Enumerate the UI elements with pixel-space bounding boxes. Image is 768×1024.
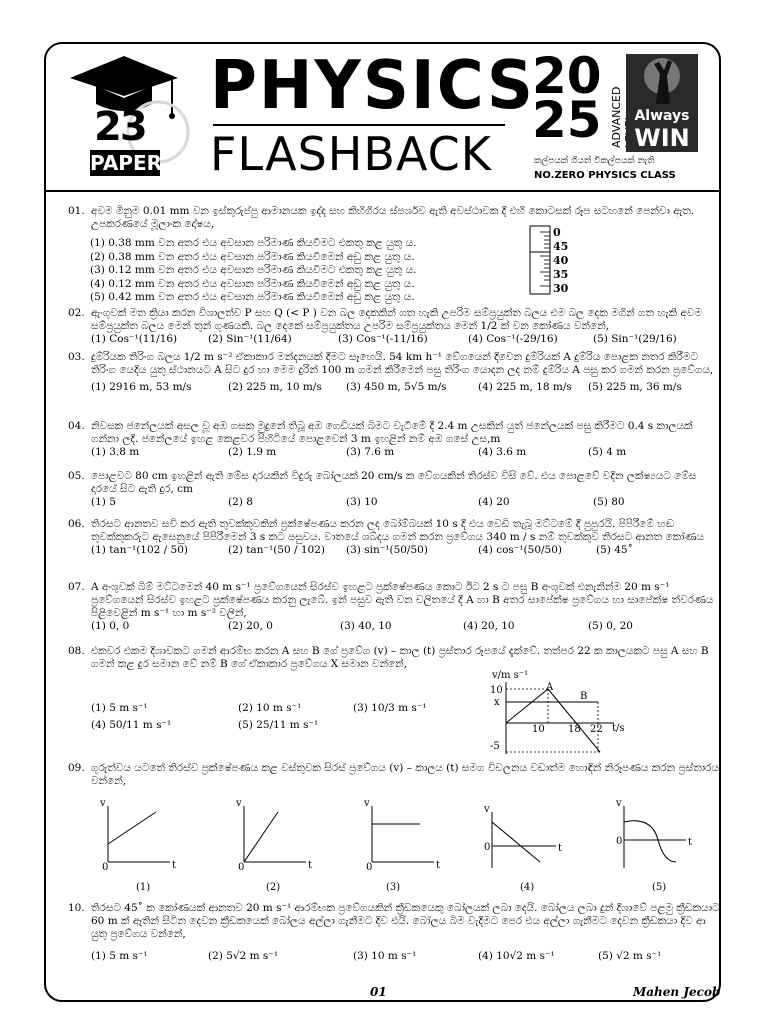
micrometer-scale-diagram bbox=[528, 222, 578, 298]
scale-label: 40 bbox=[553, 254, 569, 267]
option: (4) 10√2 m s⁻¹ bbox=[478, 950, 555, 962]
option: (2) 225 m, 10 m/s bbox=[228, 381, 322, 393]
y-tick-10: 10 bbox=[490, 685, 503, 696]
question-5 bbox=[68, 470, 720, 509]
question-number: 06. bbox=[68, 518, 85, 530]
question-4 bbox=[68, 420, 720, 459]
option: (1) Cos⁻¹(11/16) bbox=[91, 333, 178, 345]
svg-text:t: t bbox=[558, 843, 563, 854]
option: (2) Sin⁻¹(11/64) bbox=[208, 333, 292, 345]
question-number: 05. bbox=[68, 470, 85, 482]
question-text: පොළවට 80 cm ඉහළින් ඇති මේස දාරයකින් විදුරු බෝලයක් 20 cm/s ක වේගයකින් තිරස්ව විසි වේ. එය පොළවේ වදින ලක්ෂ්‍යයට මේස දාරයේ සිට ඇති දුර, cm bbox=[91, 470, 697, 495]
question-text: A අංශුවක් බිම් මට්ටමෙන් 40 m s⁻¹ ප්‍රවේගයෙන් සිරස්ව ඉහළට ප්‍රක්ෂේපණය කොට ඊට 2 s ට පසු B අංශුවක් එනැනින්ම 20 m s⁻¹ ප්‍රවේගයෙන් සිරස්ව ඉහළට ප්‍රක්ෂේපණය කරනු ලැබේ. ඉන් පසුව ඇති වන චලිතයේ දී A හා B අතර සාපේක්ෂ ප්‍රවේගය හා සාපේක්ෂ ත්වරණය පිළිවෙළින් m s⁻¹ හා m s⁻² වලින්, bbox=[91, 581, 714, 619]
svg-text:0: 0 bbox=[616, 836, 623, 847]
option: (3) Cos⁻¹(-11/16) bbox=[338, 333, 428, 345]
option: (5) 0, 20 bbox=[588, 620, 633, 632]
question-text: නිවසක ජනේලයක් අසල වූ අඹ ගසක මුදුනේ තිබූ අඹ ගෙඩියක් බිමට වැටීමේ දී 2.4 m උසකින් යුත් ජනේලයක් පසු කිරීමට 0.4 s කාලයක් ගන්නා ලදි. ජනේලයේ ඉහළ කෙළවර පිහිටියේ පොළවෙන් 3 m ඉහළින් නම් අඹ ගසේ උස,m bbox=[91, 420, 693, 445]
year-bottom: 25 bbox=[532, 91, 602, 149]
option: (4) 20, 10 bbox=[463, 620, 515, 632]
option: (2) 8 bbox=[228, 496, 253, 508]
option: (1) 5 bbox=[91, 496, 116, 508]
axis-label-v: v/m s⁻¹ bbox=[492, 670, 529, 681]
trophy-figure-icon bbox=[626, 54, 698, 108]
option: (4) 225 m, 18 m/s bbox=[478, 381, 572, 393]
scale-label: 0 bbox=[553, 226, 561, 239]
option: (1) 3.8 m bbox=[91, 446, 140, 458]
x-tick-10: 10 bbox=[532, 724, 545, 735]
option: (4) 20 bbox=[478, 496, 510, 508]
title-physics: PHYSICS bbox=[210, 47, 535, 125]
year-top: 20 bbox=[532, 47, 602, 105]
svg-text:t: t bbox=[308, 860, 313, 871]
question-text: ගුරුත්වය යටතේ තිරස්ව ප්‍රක්ෂේපණය කළ වස්තුවක සිරස් ප්‍රවේගය (v) – කාලය (t) සමග විචලනය වඩාත්ම හොඳින් නිරූපණය කරන ප්‍රස්තාරය වන්නේ, bbox=[91, 762, 720, 787]
advanced-level-label: ADVANCED bbox=[610, 86, 623, 148]
question-number: 09. bbox=[68, 762, 85, 774]
x-tick-22: 22 bbox=[590, 724, 603, 735]
paper-number: 23 bbox=[94, 104, 146, 150]
option: (3) 40, 10 bbox=[340, 620, 392, 632]
svg-text:v: v bbox=[100, 798, 106, 809]
scale-label: 45 bbox=[553, 240, 569, 253]
y-tick-x: x bbox=[494, 697, 500, 708]
tagline: කල්පයක් ගියත් විකල්පයක් නැති bbox=[534, 156, 655, 166]
graph-option-5 bbox=[615, 798, 692, 893]
svg-text:(5): (5) bbox=[652, 882, 667, 893]
option: (2) tan⁻¹(50 / 102) bbox=[228, 544, 326, 556]
always-win-badge bbox=[626, 54, 698, 152]
option: (5) 225 m, 36 m/s bbox=[588, 381, 682, 393]
graph-option-1 bbox=[99, 798, 176, 893]
win-text: WIN bbox=[634, 124, 690, 152]
svg-text:0: 0 bbox=[484, 842, 491, 853]
y-tick-neg5: -5 bbox=[490, 741, 500, 752]
option: (3) 0.12 mm වන අතර එය අවසාන පරිමාණ කියවීමට එකතු කළ යුතු ය. bbox=[90, 264, 417, 276]
page-number: 01 bbox=[370, 985, 387, 999]
option: (2) 10 m s⁻¹ bbox=[238, 702, 302, 714]
option: (1) 0, 0 bbox=[91, 620, 130, 632]
paper-label: PAPER bbox=[90, 151, 163, 175]
label-a: A bbox=[546, 682, 554, 693]
option: (1) 5 m s⁻¹ bbox=[91, 702, 148, 714]
question-number: 01. bbox=[68, 205, 85, 217]
option: (5) 0.42 mm වන අතර එය අවසාන පරිමාණ කියවීමෙන් අඩු කළ යුතු ය. bbox=[90, 291, 415, 303]
header-divider bbox=[46, 190, 719, 192]
option: (2) 5√2 m s⁻¹ bbox=[208, 950, 279, 962]
option: (4) cos⁻¹(50/50) bbox=[478, 544, 563, 556]
svg-text:t: t bbox=[172, 860, 177, 871]
option: (1) 2916 m, 53 m/s bbox=[91, 381, 192, 393]
svg-text:t: t bbox=[436, 860, 441, 871]
title-flashback: FLASHBACK bbox=[210, 127, 492, 181]
svg-text:(2): (2) bbox=[266, 882, 281, 893]
question-number: 03. bbox=[68, 351, 85, 363]
label-b: B bbox=[580, 691, 588, 702]
graph-option-3 bbox=[363, 798, 440, 893]
option: (5) Sin⁻¹(29/16) bbox=[593, 333, 677, 345]
question-text: එකවර එකම දිශාවකට ගමන් ආරම්භ කරන A සහ B ගේ ප්‍රවේග (v) – කාල (t) ප්‍රස්තාර රූපයේ දැක්වේ. තත්පර 22 ක කාලයකට පසු A සහ B ගමන් කළ දුර සමාන වේ නම් B ගේ ඒකාකාර ප්‍රවේගය X සමාන වන්නේ, bbox=[91, 645, 709, 670]
scale-label: 35 bbox=[553, 268, 569, 281]
year-badge bbox=[532, 47, 602, 149]
option: (5) 25/11 m s⁻¹ bbox=[238, 719, 319, 731]
option: (2) 20, 0 bbox=[228, 620, 273, 632]
question-10 bbox=[68, 902, 720, 963]
option: (1) 0.38 mm වන අතර එය අවසාන පරිමාණ කියවීමට එකතු කළ යුතු ය. bbox=[90, 237, 417, 249]
always-text: Always bbox=[634, 108, 690, 124]
option: (5) 80 bbox=[593, 496, 625, 508]
question-3 bbox=[68, 351, 720, 394]
option: (1) 5 m s⁻¹ bbox=[91, 950, 148, 962]
option: (3) sin⁻¹(50/50) bbox=[346, 544, 428, 556]
question-2 bbox=[68, 307, 720, 346]
svg-text:v: v bbox=[364, 798, 370, 809]
question-text: තිරසට 45˚ ක කෝණයක් ආනතව 20 m s⁻¹ ආරම්භක ප්‍රවේගයකින් ක්‍රීඩකයෙකු බෝලයක් ලබා දෙයි. බෝලය ලබා දුන් දිශාවේ පළමු ක්‍රීඩකයාට 60 m ක් ඈතින් සිටින දෙවන ක්‍රීඩකයෙක් බෝලය අල්ලා ගැනීමට දිව එයි. බෝලය බිම වැදීමට පෙර එය අල්ලා ගැනීමට දෙවන ක්‍රීඩකයා දිව ආ යුතු ප්‍රවේගය වන්නේ, bbox=[91, 902, 720, 940]
option: (3) 10/3 m s⁻¹ bbox=[353, 702, 427, 714]
option: (4) 50/11 m s⁻¹ bbox=[91, 719, 172, 731]
svg-text:v: v bbox=[616, 798, 622, 809]
option: (3) 10 m s⁻¹ bbox=[353, 950, 417, 962]
option: (5) 45˚ bbox=[596, 544, 633, 556]
option: (1) tan⁻¹(102 / 50) bbox=[91, 544, 189, 556]
axis-label-t: t/s bbox=[612, 723, 625, 734]
question-number: 04. bbox=[68, 420, 85, 432]
question-1 bbox=[68, 205, 720, 305]
option: (5) 4 m bbox=[588, 446, 627, 458]
svg-text:0: 0 bbox=[102, 862, 109, 873]
class-name: NO.ZERO PHYSICS CLASS bbox=[534, 170, 676, 181]
question-text: අවම මිනුම 0.01 mm වන ඉස්කුරුප්පු ආමානයක ඉද්ද සහ කිහිගිරය ස්පර්ශව ඇති අවස්ථාවක දී එහි කොටසක් රූප සටහනේ පෙන්වා ඇත. උපකරණයේ මූලාංක දෝෂය, bbox=[91, 205, 695, 230]
svg-text:(4): (4) bbox=[520, 882, 535, 893]
question-text: තිරසට ආනතව සවි කර ඇති තුවක්කුවකින් ප්‍රක්ෂේපණය කරන ලද බෝම්බයක් 10 s දී එය වෙඩි තැබූ මට්ටමේ දී පුපුරයි. පිපිරීමේ හඬ තුවක්කුකරුට ඇසෙනුයේ පිපිරීමෙන් 3 s කට පසුවය. වාතයේ ශබ්දය ගමන් කරන ප්‍රවේගය 340 m / s නම් තුවක්කුව තිරසට ආනත කෝණය bbox=[91, 518, 704, 543]
graph-option-4 bbox=[483, 804, 562, 893]
option: (4) Cos⁻¹(-29/16) bbox=[468, 333, 558, 345]
question-6 bbox=[68, 518, 720, 557]
x-tick-18: 18 bbox=[568, 724, 581, 735]
author-name: Mahen Jecob bbox=[633, 985, 721, 999]
graph-options-q9 bbox=[96, 796, 693, 896]
svg-text:t: t bbox=[688, 837, 693, 848]
option: (3) 450 m, 5√5 m/s bbox=[346, 381, 447, 393]
option: (3) 7.6 m bbox=[346, 446, 395, 458]
question-9 bbox=[68, 762, 720, 788]
question-7 bbox=[68, 581, 720, 633]
question-number: 08. bbox=[68, 645, 85, 657]
option: (2) 0.38 mm වන අතර එය අවසාන පරිමාණ කියවීමෙන් අඩු කළ යුතු ය. bbox=[90, 250, 415, 263]
option: (2) 1.9 m bbox=[228, 446, 277, 458]
svg-text:(1): (1) bbox=[136, 882, 151, 893]
option: (4) 3.6 m bbox=[478, 446, 527, 458]
option: (3) 10 bbox=[346, 496, 378, 508]
option: (5) √2 m s⁻¹ bbox=[598, 950, 662, 962]
option: (4) 0.12 mm වන අතර එය අවසාන පරිමාණ කියවීමෙන් අඩු කළ යුතු ය. bbox=[90, 277, 415, 290]
svg-text:0: 0 bbox=[366, 862, 373, 873]
svg-text:(3): (3) bbox=[386, 882, 401, 893]
scale-label: 30 bbox=[553, 282, 569, 295]
question-number: 10. bbox=[68, 902, 85, 914]
graph-option-2 bbox=[235, 798, 312, 893]
question-text: දුම්රියක තිරිංග බලය 1/2 m s⁻² ඒකාකාර මන්දනයක් දීමට සෑහෙයි. 54 km h⁻¹ වේගයෙන් දිවෙන දුම්රියක් A දුම්රිය පොළක නතර කිරීමට තිරිංග යෙදිය යුතු ස්ථානයට A සිට දුර හා මෙම දුරින් 100 m ගමන් කිරීමෙන් පසු තිරිංග යොදන ලද නම් දුම්රිය A පසු කර ගමන් කරන ප්‍රවේගය, bbox=[91, 351, 714, 376]
question-number: 07. bbox=[68, 581, 85, 593]
title-rule bbox=[213, 124, 505, 126]
svg-text:0: 0 bbox=[238, 862, 245, 873]
svg-text:v: v bbox=[484, 804, 490, 815]
velocity-time-graph bbox=[484, 668, 634, 756]
svg-text:v: v bbox=[236, 798, 242, 809]
question-number: 02. bbox=[68, 307, 85, 319]
question-text: ඇංගුවක් මත ක්‍රියා කරන විශාලත්ව P සහ Q (< P ) වන බල දෙකකින් ගත හැකි උපරිම සම්ප්‍රයුක්ත බලය එම බල දෙක මගින් ගත හැකි අවම සම්ප්‍රයුක්ත බලය මෙන් තුන් ගුණයකි. බල දෙකේ සම්ප්‍රයුක්තය උපරිම සම්ප්‍රයුක්තය මෙන් 1/2 ක් වන කෝණය වන්නේ, bbox=[91, 307, 702, 332]
